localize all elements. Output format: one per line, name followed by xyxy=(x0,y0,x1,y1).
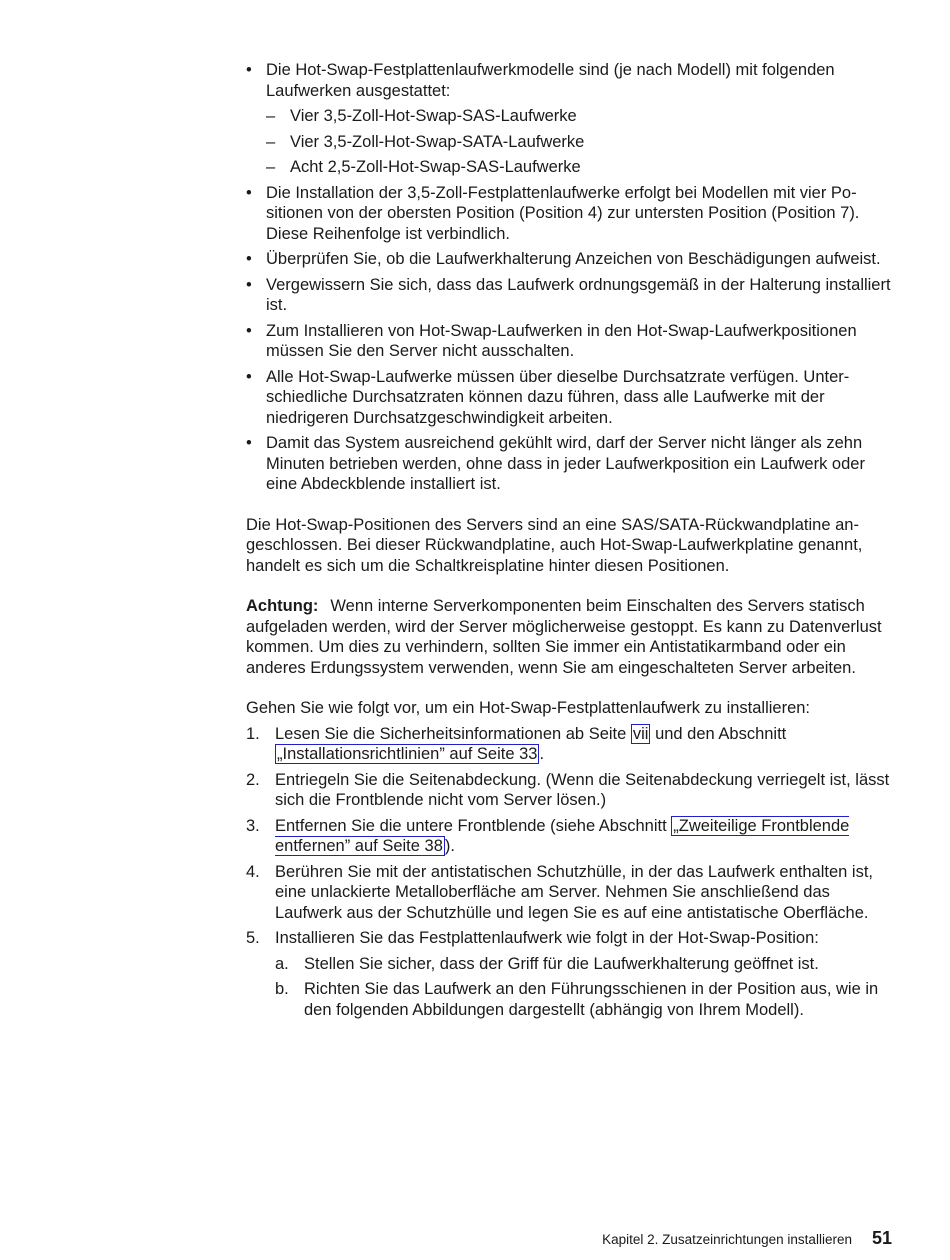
step-5 xyxy=(246,928,896,1020)
substep-a xyxy=(275,954,896,975)
substep-b xyxy=(275,979,896,1020)
substeps xyxy=(275,954,896,1021)
attention-text: Wenn interne Serverkomponenten beim Einschalten des Servers statisch aufgeladen werden, wird der Server möglicherweise gestoppt. Es kann zu Datenverlust kommen. Um dies zu verhindern, sollten Sie immer ein Antistatikarmband oder ein anderes Erdungssystem verwenden, wenn Sie am eingeschalteten Server arbeiten. xyxy=(246,597,882,677)
list-item: • Zum Installieren von Hot-Swap-Laufwerken in den Hot-Swap-Laufwerkpositionen müssen Sie den Server nicht ausschalten. xyxy=(246,321,896,362)
list-item xyxy=(246,60,896,178)
substep-text: Stellen Sie sicher, dass der Griff für die Laufwerkhalterung geöffnet ist. xyxy=(304,954,819,973)
list-item: – Acht 2,5-Zoll-Hot-Swap-SAS-Laufwerke xyxy=(266,157,896,178)
installation-guidelines-link[interactable]: „Installationsrichtlinien” auf Seite 33 xyxy=(277,745,538,763)
list-item: – Vier 3,5-Zoll-Hot-Swap-SATA-Laufwerke xyxy=(266,132,896,153)
list-item: • Vergewissern Sie sich, dass das Laufwerk ordnungsgemäß in der Halterung installiert ist. xyxy=(246,275,896,316)
list-item-text: Die Hot-Swap-Festplattenlaufwerkmodelle sind (je nach Modell) mit folgenden Laufwerken ausgestattet: xyxy=(266,61,835,100)
step-1 xyxy=(246,724,896,765)
step-2 xyxy=(246,770,896,811)
attention-label: Achtung: xyxy=(246,597,319,615)
step-number: 5. xyxy=(246,929,260,947)
step-number: 1. xyxy=(246,724,260,743)
step-text: Installieren Sie das Festplattenlaufwerk wie folgt in der Hot-Swap-Position: xyxy=(275,929,819,947)
attention-notice xyxy=(246,596,896,678)
list-item: • Überprüfen Sie, ob die Laufwerkhalterung Anzeichen von Beschädigungen aufweist. xyxy=(246,249,896,270)
substep-letter: b. xyxy=(275,980,289,998)
substep-text: Richten Sie das Laufwerk an den Führungsschienen in der Position aus, wie in den folgenden Abbildungen dargestellt (abhängig von Ihrem Modell). xyxy=(304,980,879,1019)
step-number: 2. xyxy=(246,770,260,789)
substep-letter: a. xyxy=(275,954,289,973)
step-text: Lesen Sie die Sicherheitsinformationen ab Seite xyxy=(275,724,631,743)
chapter-title: Kapitel 2. Zusatzeinrichtungen installieren xyxy=(602,1232,852,1247)
list-item: • Alle Hot-Swap-Laufwerke müssen über dieselbe Durchsatzrate verfügen. Unterschiedliche Durchsatzraten können dazu führen, dass alle Laufwerke mit der niedrigeren Durchsatzgeschwindigkeit arbeiten. xyxy=(246,367,896,429)
procedure-intro: Gehen Sie wie folgt vor, um ein Hot-Swap-Festplattenlaufwerk zu installieren: xyxy=(246,699,811,717)
step-text: und den Abschnitt xyxy=(650,724,787,743)
list-item: • Die Installation der 3,5-Zoll-Festplattenlaufwerke erfolgt bei Modellen mit vier Positionen von der obersten Position (Position 4) zur untersten Position (Position 7). Diese Reihenfolge ist verbindlich. xyxy=(246,183,896,245)
bullet-list xyxy=(246,60,896,495)
step-number: 3. xyxy=(246,816,260,835)
step-text: Berühren Sie mit der antistatischen Schutzhülle, in der das Laufwerk enthalten ist, eine unlackierte Metalloberfläche am Server. Nehmen Sie anschließend das Laufwerk aus der Schutzhülle und legen Sie es auf eine antistatische Oberfläche. xyxy=(275,862,873,922)
step-text: Entfernen Sie die untere Frontblende (siehe Abschnitt xyxy=(275,816,672,835)
step-3 xyxy=(246,816,896,857)
step-text: ). xyxy=(444,837,455,855)
page-footer xyxy=(602,1228,892,1251)
backplane-paragraph: Die Hot-Swap-Positionen des Servers sind an eine SAS/SATA-Rückwandplatine angeschlossen. Bei dieser Rückwandplatine, auch Hot-Swap-Laufwerkplatine genannt, handelt es sich um die Schaltkreisplatine hinter diesen Positionen. xyxy=(246,515,863,575)
step-text: Entriegeln Sie die Seitenabdeckung. (Wenn die Seitenabdeckung verriegelt ist, lässt sich die Frontblende nicht vom Server lösen.) xyxy=(275,770,890,809)
step-number: 4. xyxy=(246,862,260,881)
page-number: 51 xyxy=(871,1228,892,1248)
safety-page-link[interactable]: vii xyxy=(632,724,649,743)
bezel-removal-link[interactable]: „Zweiteilige Frontblende entfernen” auf Seite 38 xyxy=(275,816,850,855)
list-item: – Vier 3,5-Zoll-Hot-Swap-SAS-Laufwerke xyxy=(266,106,896,127)
step-text: . xyxy=(539,745,545,763)
list-item: • Damit das System ausreichend gekühlt wird, darf der Server nicht länger als zehn Minuten betrieben werden, ohne dass in jeder Laufwerkposition ein Laufwerk oder eine Abdeckblende installiert ist. xyxy=(246,433,896,495)
step-4 xyxy=(246,862,896,924)
procedure-steps xyxy=(246,724,896,1021)
drive-model-list xyxy=(266,106,896,178)
page-content xyxy=(246,60,896,1025)
